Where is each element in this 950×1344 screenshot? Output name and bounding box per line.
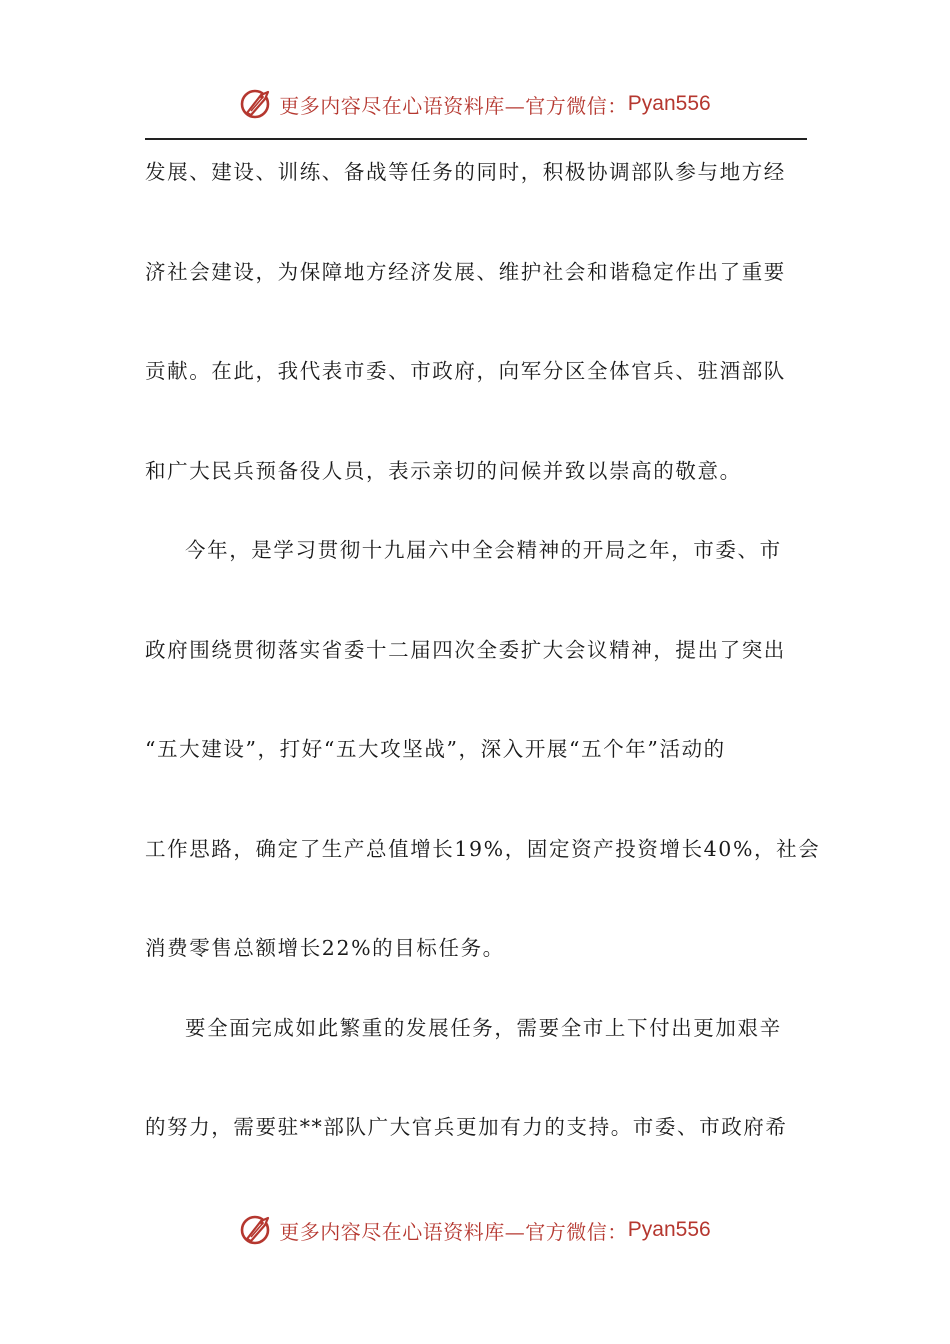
body-line: 的努力，需要驻**部队广大官兵更加有力的支持。市委、市政府希 [145,1115,788,1139]
document-body [145,150,821,1205]
footer-banner-text: 更多内容尽在心语资料库—官方微信： [279,1219,628,1244]
body-line: 济社会建设，为保障地方经济发展、维护社会和谐稳定作出了重要 [145,259,786,284]
body-line: 贡献。在此，我代表市委、市政府，向军分区全体官兵、驻酒部队 [145,359,786,383]
body-line: 工作思路，确定了生产总值增长19%，固定资产投资增长40%，社会 [145,836,821,861]
footer-wechat-handle: Pyan556 [627,1218,711,1241]
footer-banner [0,1208,950,1252]
header-banner-text: 更多内容尽在心语资料库—官方微信： [279,93,628,118]
header-banner [0,82,950,126]
paragraph-first-line: 要全面完成如此繁重的发展任务，需要全市上下付出更加艰辛 [185,1015,782,1040]
body-line: “五大建设”，打好“五大攻坚战”，深入开展“五个年”活动的 [145,737,726,761]
header-wechat-handle: Pyan556 [627,92,711,115]
body-line: 消费零售总额增长22%的目标任务。 [145,936,505,960]
body-line: 政府围绕贯彻落实省委十二届四次全委扩大会议精神，提出了突出 [145,637,786,662]
body-line: 和广大民兵预备役人员，表示亲切的问候并致以崇高的敬意。 [145,458,742,483]
pen-nib-logo-icon [239,1212,275,1248]
paragraph-first-line: 今年，是学习贯彻十九届六中全会精神的开局之年，市委、市 [185,538,782,562]
body-line: 发展、建设、训练、备战等任务的同时，积极协调部队参与地方经 [145,160,786,184]
pen-nib-logo-icon [239,86,275,122]
header-divider [145,138,807,140]
